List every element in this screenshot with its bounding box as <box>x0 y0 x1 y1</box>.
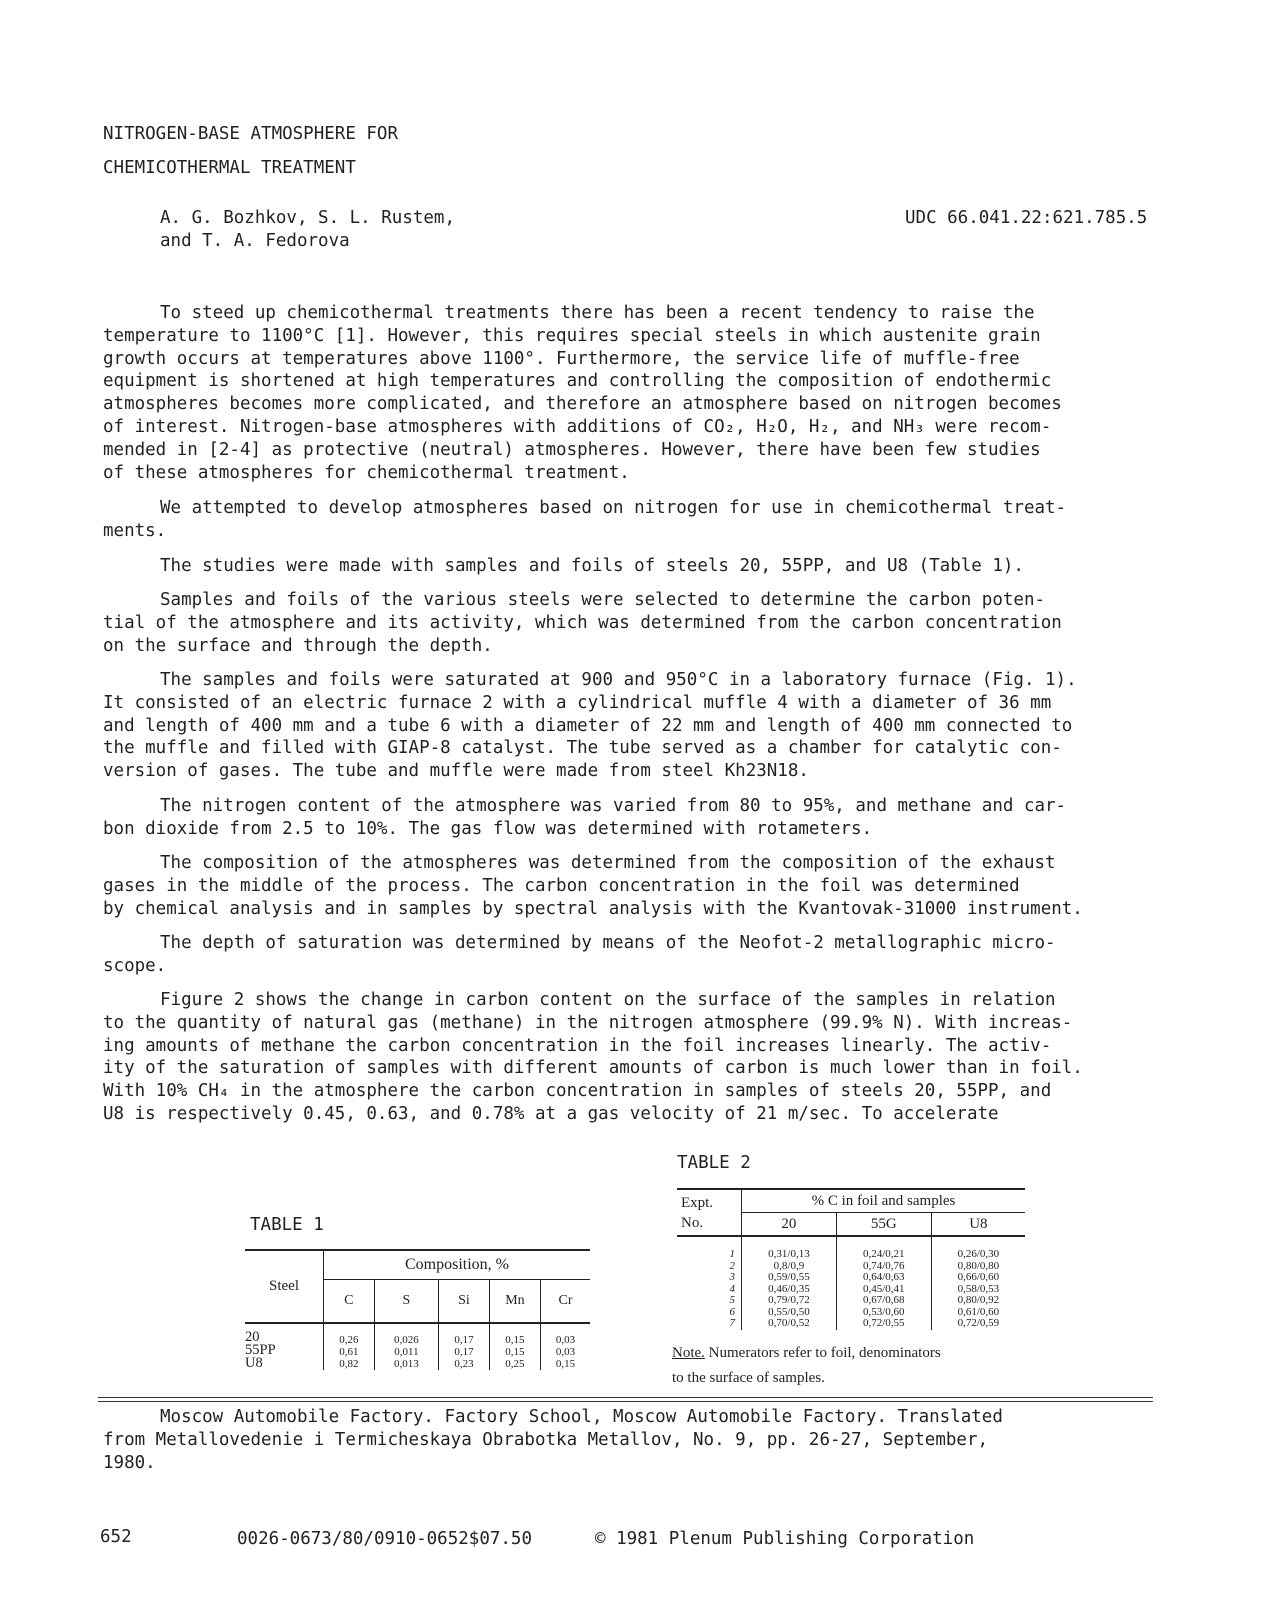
table-2-note-text: Numerators refer to foil, denominators <box>704 1345 941 1361</box>
table-1 <box>245 1249 590 1370</box>
table-1-values-mn: 0,15 0,15 0,25 <box>489 1323 540 1370</box>
table-1-col-cr: Cr <box>541 1280 590 1324</box>
paragraph-3: The studies were made with samples and foils of steels 20, 55PP, and U8 (Table 1). <box>160 556 1024 576</box>
title-line-2: CHEMICOTHERMAL TREATMENT <box>103 158 356 178</box>
copyright: © 1981 Plenum Publishing Corporation <box>595 1529 975 1549</box>
table-2 <box>677 1188 1025 1330</box>
title-line-1: NITROGEN-BASE ATMOSPHERE FOR <box>103 124 399 144</box>
paragraph-9: Figure 2 shows the change in carbon content on the surface of the samples in relation to the quantity of natural gas (methane) in the nitrogen atmosphere (99.9% N). With increas- ing amounts of methane the carbon concentration in the foil increases linearly. The activ- ity of the saturation of samples with different amounts of carbon is much lower than in foil. With 10% CH₄ in the atmosphere the carbon concentration in samples of steels 20, 55PP, and U8 is respectively 0.45, 0.63, and 0.78% at a gas velocity of 21 m/sec. To accelerate <box>103 990 1083 1124</box>
table-2-note-line-2: to the surface of samples. <box>672 1370 825 1386</box>
table-1-steels: 20 55PP U8 <box>245 1323 324 1370</box>
footnote-rule <box>98 1397 1153 1398</box>
table-1-col-s: S <box>374 1280 438 1324</box>
table-2-note <box>672 1345 941 1362</box>
paragraph-1: To steed up chemicothermal treatments there has been a recent tendency to raise the temperature to 1100°C [1]. However, this requires special steels in which austenite grain growth occurs at temperatures above 1100°. Furthermore, the service life of muffle-free equipment is shortened at high temperatures and controlling the composition of endothermic atmospheres becomes more complicated, and therefore an atmosphere based on nitrogen becomes of interest. Nitrogen-base atmospheres with additions of CO₂, H₂O, H₂, and NH₃ were recom- mended in [2-4] as protective (neutral) atmospheres. However, there have been few studies of these atmospheres for chemicothermal treatment. <box>103 303 1062 483</box>
authors-line-1: A. G. Bozhkov, S. L. Rustem, <box>160 208 456 228</box>
table-2-note-label: Note. <box>672 1345 705 1361</box>
paragraph-5: The samples and foils were saturated at 900 and 950°C in a laboratory furnace (Fig. 1). It consisted of an electric furnace 2 with a cylindrical muffle 4 with a diameter of 36 mm and length of 400 mm and a tube 6 with a diameter of 22 mm and length of 400 mm connected to the muffle and filled with GIAP-8 catalyst. The tube served as a chamber for catalytic con- version of gases. The tube and muffle were made from steel Kh23N18. <box>103 670 1077 782</box>
table-1-values-s: 0,026 0,011 0,013 <box>374 1323 438 1370</box>
article-code: 0026-0673/80/0910-0652$07.50 <box>237 1529 533 1549</box>
table-1-col-c: C <box>324 1280 375 1324</box>
table-2-expt-header: Expt. No. <box>677 1189 742 1236</box>
table-1-values-si: 0,17 0,17 0,23 <box>439 1323 490 1370</box>
footnote: Moscow Automobile Factory. Factory School, Moscow Automobile Factory. Translated from Metallovedenie i Termicheskaya Obrabotka Metallov, No. 9, pp. 26-27, September, 1980. <box>103 1407 1003 1473</box>
table-2-col-20: 20 <box>742 1213 837 1237</box>
table-2-values-20: 0,31/0,13 0,8/0,9 0,59/0,55 0,46/0,35 0,79/0,72 0,55/0,50 0,70/0,52 <box>742 1236 837 1330</box>
table-2-col-55g: 55G <box>836 1213 931 1237</box>
table-2-values-u8: 0,26/0,30 0,80/0,80 0,66/0,60 0,58/0,53 0,80/0,92 0,61/0,60 0,72/0,59 <box>957 1248 1000 1329</box>
table-1-composition-header: Composition, % <box>324 1250 591 1280</box>
table-1-values-cr: 0,03 0,03 0,15 <box>555 1334 576 1370</box>
paragraph-4: Samples and foils of the various steels were selected to determine the carbon poten- tial of the atmosphere and its activity, which was determined from the carbon concentration on the surface and through the depth. <box>103 590 1062 656</box>
table-2-values-55g: 0,24/0,21 0,74/0,76 0,64/0,63 0,45/0,41 0,67/0,68 0,53/0,60 0,72/0,55 <box>836 1236 931 1330</box>
table-1-caption: TABLE 1 <box>250 1215 324 1235</box>
paragraph-8: The depth of saturation was determined by means of the Neofot-2 metallographic micro- scope. <box>103 933 1056 976</box>
table-2-c-header: % C in foil and samples <box>742 1189 1026 1213</box>
paragraph-7: The composition of the atmospheres was determined from the composition of the exhaust gases in the middle of the process. The carbon concentration in the foil was determined by chemical analysis and in samples by spectral analysis with the Kvantovak-31000 instrument. <box>103 853 1083 919</box>
table-2-expt-numbers: 1 2 3 4 5 6 7 <box>677 1236 742 1330</box>
table-2-col-u8: U8 <box>931 1213 1025 1237</box>
table-1-steel-header: Steel <box>245 1250 324 1323</box>
authors-line-2: and T. A. Fedorova <box>160 231 350 251</box>
footnote-rule-2 <box>98 1401 1153 1402</box>
paragraph-6: The nitrogen content of the atmosphere was varied from 80 to 95%, and methane and car- bon dioxide from 2.5 to 10%. The gas flow was determined with rotameters. <box>103 796 1067 839</box>
table-1-values-c: 0,26 0,61 0,82 <box>324 1323 375 1370</box>
paragraph-2: We attempted to develop atmospheres based on nitrogen for use in chemicothermal treat- ments. <box>103 498 1067 541</box>
page-number: 652 <box>100 1527 132 1547</box>
table-1-col-si: Si <box>439 1280 490 1324</box>
table-2-caption: TABLE 2 <box>677 1153 751 1173</box>
table-1-col-mn: Mn <box>489 1280 540 1324</box>
udc-code: UDC 66.041.22:621.785.5 <box>905 208 1148 228</box>
